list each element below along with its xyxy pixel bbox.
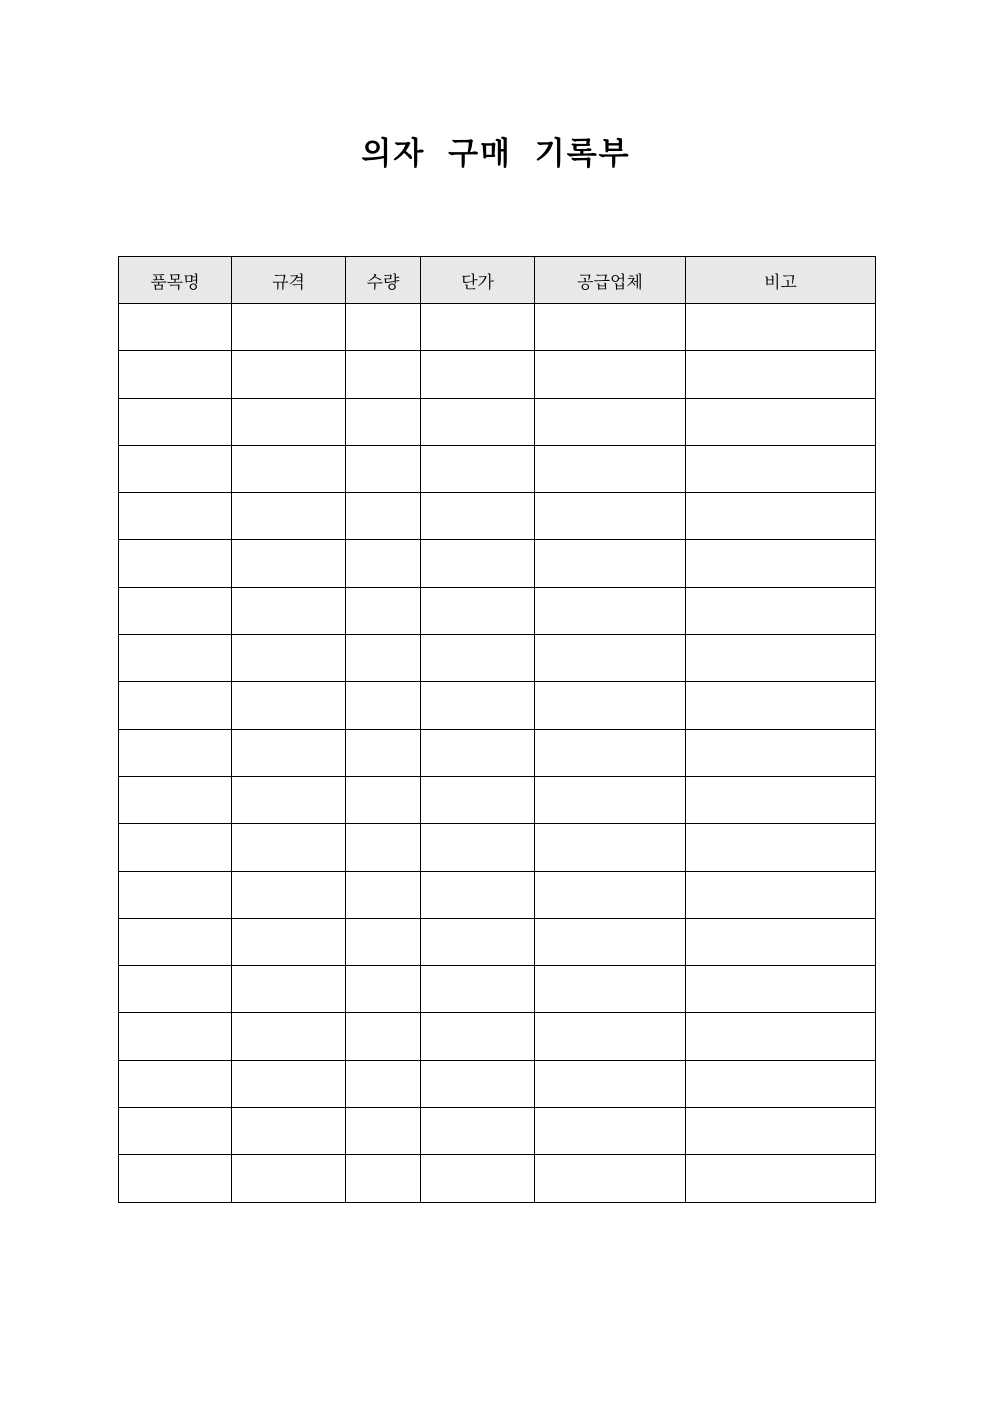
cell-unit-price[interactable] [421,1060,535,1107]
header-quantity: 수량 [346,257,421,304]
cell-quantity[interactable] [346,398,421,445]
cell-specification[interactable] [232,635,346,682]
cell-remarks[interactable] [686,776,876,823]
cell-supplier[interactable] [535,398,686,445]
table-row [119,729,876,776]
cell-remarks[interactable] [686,1155,876,1202]
cell-unit-price[interactable] [421,824,535,871]
cell-remarks[interactable] [686,351,876,398]
cell-specification[interactable] [232,966,346,1013]
cell-specification[interactable] [232,776,346,823]
cell-unit-price[interactable] [421,682,535,729]
cell-remarks[interactable] [686,871,876,918]
cell-item-name[interactable] [119,871,232,918]
cell-quantity[interactable] [346,966,421,1013]
cell-unit-price[interactable] [421,635,535,682]
cell-item-name[interactable] [119,1155,232,1202]
table-row [119,918,876,965]
header-remarks: 비고 [686,257,876,304]
table-row [119,871,876,918]
table-row [119,445,876,492]
cell-quantity[interactable] [346,1060,421,1107]
table-row [119,682,876,729]
cell-supplier[interactable] [535,1108,686,1155]
cell-remarks[interactable] [686,445,876,492]
cell-specification[interactable] [232,398,346,445]
cell-remarks[interactable] [686,682,876,729]
cell-unit-price[interactable] [421,1155,535,1202]
table-row [119,587,876,634]
cell-item-name[interactable] [119,682,232,729]
table-row [119,635,876,682]
cell-item-name[interactable] [119,540,232,587]
cell-quantity[interactable] [346,682,421,729]
cell-remarks[interactable] [686,1108,876,1155]
cell-supplier[interactable] [535,635,686,682]
cell-item-name[interactable] [119,918,232,965]
cell-item-name[interactable] [119,1108,232,1155]
cell-specification[interactable] [232,1060,346,1107]
cell-specification[interactable] [232,918,346,965]
cell-quantity[interactable] [346,493,421,540]
cell-remarks[interactable] [686,966,876,1013]
cell-unit-price[interactable] [421,445,535,492]
table-row [119,966,876,1013]
cell-unit-price[interactable] [421,1013,535,1060]
header-unit-price: 단가 [421,257,535,304]
cell-specification[interactable] [232,445,346,492]
table-row [119,1108,876,1155]
cell-unit-price[interactable] [421,729,535,776]
table-row [119,351,876,398]
table-row [119,304,876,351]
cell-remarks[interactable] [686,587,876,634]
cell-specification[interactable] [232,729,346,776]
cell-quantity[interactable] [346,1108,421,1155]
cell-item-name[interactable] [119,445,232,492]
cell-unit-price[interactable] [421,918,535,965]
cell-item-name[interactable] [119,776,232,823]
cell-specification[interactable] [232,493,346,540]
cell-item-name[interactable] [119,635,232,682]
cell-quantity[interactable] [346,918,421,965]
cell-item-name[interactable] [119,351,232,398]
cell-specification[interactable] [232,540,346,587]
cell-specification[interactable] [232,351,346,398]
cell-quantity[interactable] [346,445,421,492]
cell-supplier[interactable] [535,1155,686,1202]
cell-unit-price[interactable] [421,351,535,398]
cell-item-name[interactable] [119,966,232,1013]
table-row [119,1155,876,1202]
cell-supplier[interactable] [535,824,686,871]
table-row [119,398,876,445]
cell-unit-price[interactable] [421,398,535,445]
header-supplier: 공급업체 [535,257,686,304]
cell-remarks[interactable] [686,635,876,682]
table-row [119,776,876,823]
table-row [119,824,876,871]
cell-quantity[interactable] [346,540,421,587]
cell-remarks[interactable] [686,304,876,351]
cell-item-name[interactable] [119,824,232,871]
cell-unit-price[interactable] [421,540,535,587]
cell-item-name[interactable] [119,1013,232,1060]
cell-unit-price[interactable] [421,966,535,1013]
cell-quantity[interactable] [346,871,421,918]
cell-remarks[interactable] [686,824,876,871]
cell-supplier[interactable] [535,304,686,351]
cell-unit-price[interactable] [421,304,535,351]
cell-unit-price[interactable] [421,776,535,823]
purchase-record-table [118,256,876,1203]
cell-specification[interactable] [232,304,346,351]
cell-specification[interactable] [232,587,346,634]
cell-quantity[interactable] [346,729,421,776]
cell-remarks[interactable] [686,918,876,965]
cell-specification[interactable] [232,1013,346,1060]
cell-supplier[interactable] [535,445,686,492]
cell-remarks[interactable] [686,493,876,540]
cell-specification[interactable] [232,682,346,729]
cell-supplier[interactable] [535,587,686,634]
table-body [119,304,876,1203]
cell-item-name[interactable] [119,1060,232,1107]
cell-quantity[interactable] [346,776,421,823]
cell-item-name[interactable] [119,493,232,540]
cell-remarks[interactable] [686,1013,876,1060]
cell-quantity[interactable] [346,824,421,871]
cell-quantity[interactable] [346,351,421,398]
cell-quantity[interactable] [346,1013,421,1060]
cell-specification[interactable] [232,1108,346,1155]
cell-unit-price[interactable] [421,587,535,634]
cell-supplier[interactable] [535,682,686,729]
cell-supplier[interactable] [535,540,686,587]
cell-remarks[interactable] [686,1060,876,1107]
table-row [119,540,876,587]
cell-specification[interactable] [232,1155,346,1202]
header-item-name: 품목명 [119,257,232,304]
cell-supplier[interactable] [535,871,686,918]
table-row [119,1013,876,1060]
cell-unit-price[interactable] [421,871,535,918]
cell-supplier[interactable] [535,1060,686,1107]
table-row [119,493,876,540]
document-title: 의자 구매 기록부 [361,136,631,172]
cell-quantity[interactable] [346,587,421,634]
cell-unit-price[interactable] [421,1108,535,1155]
cell-quantity[interactable] [346,304,421,351]
cell-item-name[interactable] [119,398,232,445]
cell-quantity[interactable] [346,1155,421,1202]
cell-supplier[interactable] [535,1013,686,1060]
table-row [119,1060,876,1107]
cell-supplier[interactable] [535,729,686,776]
header-specification: 규격 [232,257,346,304]
cell-item-name[interactable] [119,587,232,634]
cell-specification[interactable] [232,871,346,918]
cell-item-name[interactable] [119,729,232,776]
cell-supplier[interactable] [535,966,686,1013]
cell-specification[interactable] [232,824,346,871]
cell-remarks[interactable] [686,540,876,587]
table-header-row [119,257,876,304]
cell-supplier[interactable] [535,918,686,965]
cell-remarks[interactable] [686,398,876,445]
cell-supplier[interactable] [535,351,686,398]
cell-unit-price[interactable] [421,493,535,540]
cell-supplier[interactable] [535,776,686,823]
cell-supplier[interactable] [535,493,686,540]
cell-remarks[interactable] [686,729,876,776]
cell-quantity[interactable] [346,635,421,682]
cell-item-name[interactable] [119,304,232,351]
